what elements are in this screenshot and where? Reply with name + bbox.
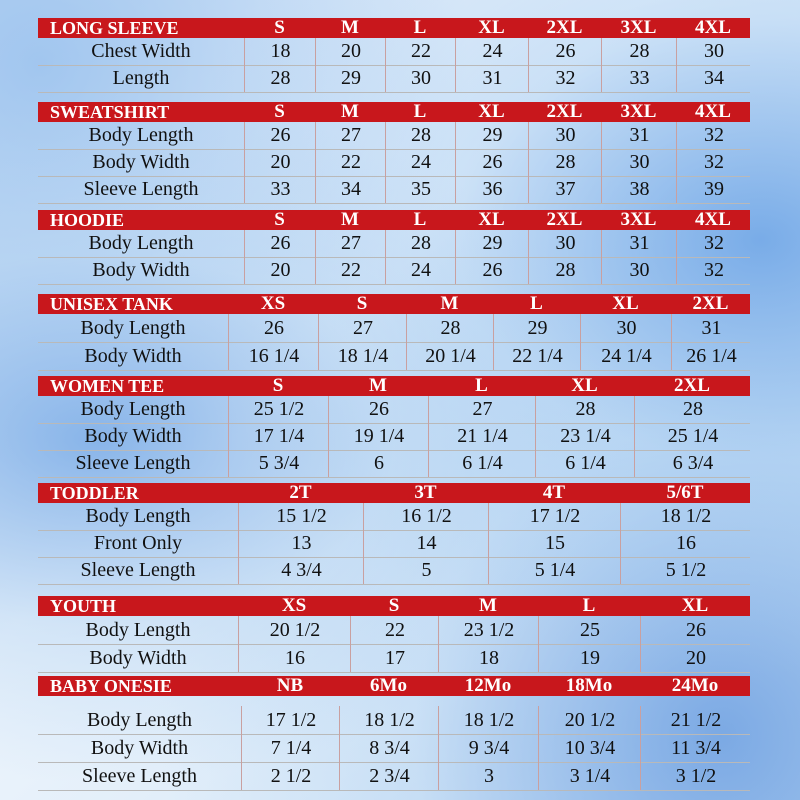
measurement-cell: 16 xyxy=(238,644,351,672)
measurement-cell: 26 xyxy=(455,149,529,176)
measurement-cell: 19 xyxy=(538,644,641,672)
size-header: 2XL xyxy=(674,375,710,396)
size-header: 3XL xyxy=(620,209,657,230)
row-label: Body Width xyxy=(84,425,182,447)
row-label: Sleeve Length xyxy=(82,764,197,787)
measurement-cell: 14 xyxy=(363,530,489,557)
size-header: 2XL xyxy=(546,17,583,38)
size-header: M xyxy=(341,17,359,38)
size-header: XL xyxy=(478,101,505,122)
row-label: Body Length xyxy=(88,124,194,146)
table-row xyxy=(38,149,750,177)
row-label: Body Length xyxy=(80,316,186,339)
table-header xyxy=(38,102,750,122)
table-row xyxy=(38,503,750,531)
measurement-cell: 30 xyxy=(385,65,456,92)
size-header: NB xyxy=(276,675,304,696)
row-label: Body Width xyxy=(84,344,182,367)
table-title: HOODIE xyxy=(50,210,125,230)
row-label: Body Width xyxy=(90,736,189,759)
size-header: 4XL xyxy=(695,17,731,38)
measurement-cell: 7 1/4 xyxy=(241,734,340,762)
measurement-cell: 26 xyxy=(640,616,751,644)
measurement-cell: 16 1/2 xyxy=(363,503,489,530)
row-label: Body Length xyxy=(85,618,191,641)
table-row xyxy=(38,616,750,645)
table-row xyxy=(38,644,750,673)
measurement-cell: 26 xyxy=(244,230,316,257)
table-row xyxy=(38,230,750,258)
measurement-cell: 26 xyxy=(528,38,602,65)
size-header: 4XL xyxy=(695,101,731,122)
measurement-cell: 26 xyxy=(244,122,316,149)
table-row xyxy=(38,342,750,371)
size-header: L xyxy=(413,17,427,38)
measurement-cell: 20 1/2 xyxy=(238,616,351,644)
size-header: 24Mo xyxy=(671,675,719,696)
measurement-cell: 2 3/4 xyxy=(339,762,439,790)
table-header xyxy=(38,210,750,230)
measurement-cell: 18 1/2 xyxy=(339,706,439,734)
table-header xyxy=(38,18,750,38)
size-header: 2XL xyxy=(692,293,729,314)
table-title: YOUTH xyxy=(50,596,117,616)
measurement-cell: 5 xyxy=(363,557,489,584)
table-row xyxy=(38,557,750,585)
size-header: 12Mo xyxy=(464,675,512,696)
size-header: XS xyxy=(260,293,286,314)
table-row xyxy=(38,706,750,735)
table-row xyxy=(38,423,750,451)
size-header: M xyxy=(479,595,497,616)
measurement-cell: 17 1/2 xyxy=(241,706,340,734)
measurement-cell: 19 1/4 xyxy=(328,423,429,450)
table-header xyxy=(38,596,750,616)
measurement-cell: 27 xyxy=(428,396,536,423)
row-label: Length xyxy=(112,67,170,89)
size-header: 3T xyxy=(414,482,437,503)
row-label: Body Length xyxy=(80,398,186,420)
measurement-cell: 23 1/4 xyxy=(535,423,635,450)
measurement-cell: 28 xyxy=(601,38,677,65)
measurement-cell: 22 xyxy=(350,616,439,644)
measurement-cell: 29 xyxy=(315,65,386,92)
measurement-cell: 16 1/4 xyxy=(228,342,319,370)
measurement-cell: 29 xyxy=(493,314,581,342)
measurement-cell: 37 xyxy=(528,176,602,203)
measurement-cell: 20 xyxy=(244,257,316,284)
table-title: TODDLER xyxy=(50,483,139,503)
measurement-cell: 16 xyxy=(620,530,751,557)
measurement-cell: 3 1/2 xyxy=(640,762,751,790)
size-header: L xyxy=(475,375,488,396)
size-header: XL xyxy=(478,17,505,38)
measurement-cell: 35 xyxy=(385,176,456,203)
table-title: WOMEN TEE xyxy=(50,376,165,396)
measurement-cell: 30 xyxy=(580,314,672,342)
size-header: M xyxy=(341,209,359,230)
size-header: M xyxy=(369,375,387,396)
table-header xyxy=(38,376,750,396)
measurement-cell: 2 1/2 xyxy=(241,762,340,790)
row-label: Front Only xyxy=(93,532,183,554)
measurement-cell: 5 3/4 xyxy=(228,450,329,477)
size-header: M xyxy=(341,101,359,122)
size-header: M xyxy=(440,293,459,314)
measurement-cell: 26 xyxy=(455,257,529,284)
table-row xyxy=(38,762,750,791)
measurement-cell: 24 xyxy=(385,257,456,284)
measurement-cell: 10 3/4 xyxy=(538,734,641,762)
measurement-cell: 30 xyxy=(601,257,677,284)
size-header: XL xyxy=(681,595,709,616)
table-header xyxy=(38,483,750,503)
measurement-cell: 18 1/2 xyxy=(438,706,539,734)
table-row xyxy=(38,734,750,763)
measurement-cell: 25 1/2 xyxy=(228,396,329,423)
size-header: 6Mo xyxy=(370,675,407,696)
table-title: LONG SLEEVE xyxy=(50,18,179,38)
row-label: Chest Width xyxy=(91,40,191,62)
size-header: 4XL xyxy=(695,209,731,230)
size-header: 4T xyxy=(542,482,566,503)
size-header: S xyxy=(388,595,400,616)
row-label: Body Width xyxy=(92,259,190,281)
row-label: Sleeve Length xyxy=(80,559,196,581)
size-header: 2XL xyxy=(546,101,583,122)
size-header: L xyxy=(582,595,596,616)
row-label: Body Width xyxy=(89,646,187,669)
measurement-cell: 30 xyxy=(528,230,602,257)
size-header: S xyxy=(274,17,285,38)
measurement-cell: 6 3/4 xyxy=(634,450,751,477)
measurement-cell: 18 xyxy=(244,38,316,65)
measurement-cell: 28 xyxy=(385,122,456,149)
size-header: 18Mo xyxy=(565,675,613,696)
size-header: 2T xyxy=(289,482,312,503)
measurement-cell: 28 xyxy=(528,257,602,284)
measurement-cell: 32 xyxy=(676,257,751,284)
measurement-cell: 5 1/2 xyxy=(620,557,751,584)
measurement-cell: 22 xyxy=(315,257,386,284)
size-header: 2XL xyxy=(546,209,583,230)
measurement-cell: 28 xyxy=(528,149,602,176)
table-title: BABY ONESIE xyxy=(50,676,172,696)
measurement-cell: 28 xyxy=(634,396,751,423)
measurement-cell: 22 xyxy=(315,149,386,176)
measurement-cell: 32 xyxy=(676,230,751,257)
table-title: SWEATSHIRT xyxy=(50,102,170,122)
measurement-cell: 17 1/2 xyxy=(488,503,621,530)
measurement-cell: 15 1/2 xyxy=(238,503,364,530)
table-row xyxy=(38,530,750,558)
measurement-cell: 22 xyxy=(385,38,456,65)
size-header: L xyxy=(413,101,427,122)
row-label: Sleeve Length xyxy=(83,178,199,200)
table-row xyxy=(38,314,750,343)
measurement-cell: 25 xyxy=(538,616,641,644)
measurement-cell: 20 xyxy=(640,644,751,672)
measurement-cell: 31 xyxy=(455,65,529,92)
measurement-cell: 18 xyxy=(438,644,539,672)
measurement-cell: 27 xyxy=(318,314,407,342)
measurement-cell: 28 xyxy=(406,314,494,342)
measurement-cell: 6 1/4 xyxy=(535,450,635,477)
measurement-cell: 20 xyxy=(315,38,386,65)
measurement-cell: 27 xyxy=(315,230,386,257)
table-header xyxy=(38,676,750,696)
measurement-cell: 24 xyxy=(455,38,529,65)
measurement-cell: 29 xyxy=(455,230,529,257)
size-header: S xyxy=(356,293,368,314)
measurement-cell: 11 3/4 xyxy=(640,734,751,762)
size-header: L xyxy=(530,293,543,314)
row-label: Sleeve Length xyxy=(75,452,191,474)
measurement-cell: 31 xyxy=(601,230,677,257)
size-header: XS xyxy=(281,595,307,616)
measurement-cell: 6 xyxy=(328,450,429,477)
size-header: 3XL xyxy=(620,101,657,122)
measurement-cell: 24 1/4 xyxy=(580,342,672,370)
measurement-cell: 22 1/4 xyxy=(493,342,581,370)
measurement-cell: 18 1/4 xyxy=(318,342,407,370)
measurement-cell: 26 1/4 xyxy=(671,342,751,370)
measurement-cell: 27 xyxy=(315,122,386,149)
size-header: 3XL xyxy=(620,17,657,38)
measurement-cell: 30 xyxy=(528,122,602,149)
measurement-cell: 26 xyxy=(228,314,319,342)
table-row xyxy=(38,122,750,150)
measurement-cell: 31 xyxy=(601,122,677,149)
row-label: Body Width xyxy=(92,151,190,173)
size-header: L xyxy=(413,209,427,230)
measurement-cell: 9 3/4 xyxy=(438,734,539,762)
measurement-cell: 33 xyxy=(244,176,316,203)
size-header: XL xyxy=(478,209,505,230)
size-header: 5/6T xyxy=(666,482,704,503)
measurement-cell: 30 xyxy=(601,149,677,176)
size-header: XL xyxy=(571,375,598,396)
measurement-cell: 28 xyxy=(535,396,635,423)
measurement-cell: 32 xyxy=(528,65,602,92)
row-label: Body Length xyxy=(88,232,194,254)
table-row xyxy=(38,65,750,93)
measurement-cell: 34 xyxy=(676,65,751,92)
size-header: S xyxy=(272,375,284,396)
measurement-cell: 5 1/4 xyxy=(488,557,621,584)
measurement-cell: 17 1/4 xyxy=(228,423,329,450)
measurement-cell: 6 1/4 xyxy=(428,450,536,477)
measurement-cell: 26 xyxy=(328,396,429,423)
size-header: XL xyxy=(612,293,639,314)
table-row xyxy=(38,38,750,66)
measurement-cell: 20 1/2 xyxy=(538,706,641,734)
measurement-cell: 20 xyxy=(244,149,316,176)
measurement-cell: 30 xyxy=(676,38,751,65)
measurement-cell: 18 1/2 xyxy=(620,503,751,530)
table-row xyxy=(38,396,750,424)
measurement-cell: 33 xyxy=(601,65,677,92)
measurement-cell: 17 xyxy=(350,644,439,672)
measurement-cell: 8 3/4 xyxy=(339,734,439,762)
table-title: UNISEX TANK xyxy=(50,294,173,314)
row-label: Body Length xyxy=(85,505,191,527)
measurement-cell: 20 1/4 xyxy=(406,342,494,370)
measurement-cell: 13 xyxy=(238,530,364,557)
measurement-cell: 38 xyxy=(601,176,677,203)
row-label: Body Length xyxy=(87,708,192,731)
measurement-cell: 23 1/2 xyxy=(438,616,539,644)
measurement-cell: 28 xyxy=(385,230,456,257)
measurement-cell: 28 xyxy=(244,65,316,92)
measurement-cell: 29 xyxy=(455,122,529,149)
measurement-cell: 34 xyxy=(315,176,386,203)
size-header: S xyxy=(274,209,285,230)
measurement-cell: 32 xyxy=(676,122,751,149)
measurement-cell: 21 1/4 xyxy=(428,423,536,450)
measurement-cell: 21 1/2 xyxy=(640,706,751,734)
measurement-cell: 31 xyxy=(671,314,751,342)
measurement-cell: 3 xyxy=(438,762,539,790)
measurement-cell: 3 1/4 xyxy=(538,762,641,790)
table-row xyxy=(38,450,750,478)
table-row xyxy=(38,257,750,285)
measurement-cell: 15 xyxy=(488,530,621,557)
table-header xyxy=(38,294,750,314)
measurement-cell: 4 3/4 xyxy=(238,557,364,584)
table-row xyxy=(38,176,750,204)
measurement-cell: 24 xyxy=(385,149,456,176)
size-header: S xyxy=(274,101,285,122)
measurement-cell: 39 xyxy=(676,176,751,203)
measurement-cell: 36 xyxy=(455,176,529,203)
measurement-cell: 25 1/4 xyxy=(634,423,751,450)
measurement-cell: 32 xyxy=(676,149,751,176)
